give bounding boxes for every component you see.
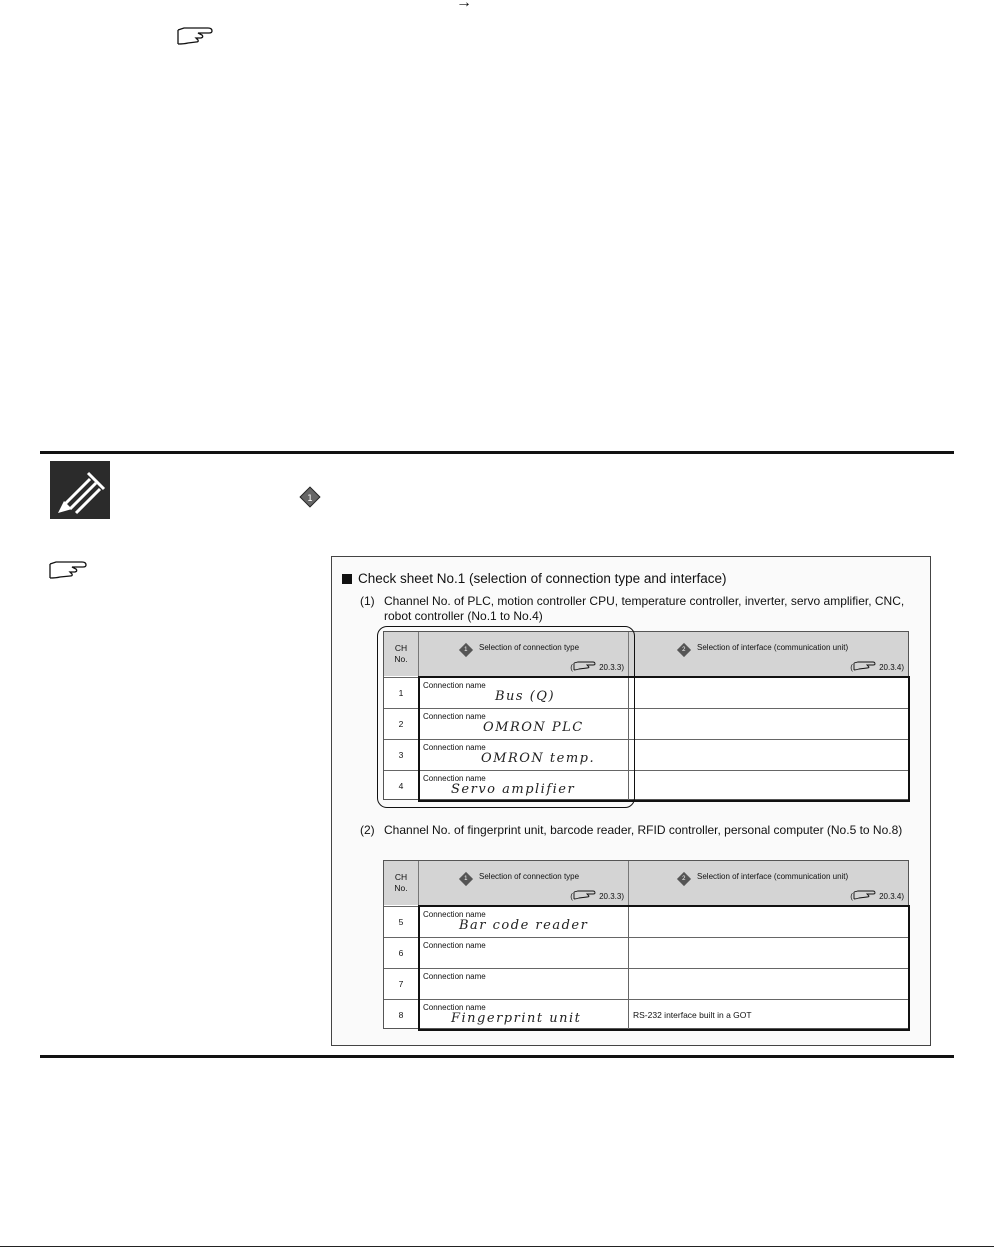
sheet-title: Check sheet No.1 (selection of connection type and interface): [342, 571, 726, 586]
interface-cell: [629, 678, 908, 708]
interface-cell: [629, 709, 908, 739]
interface-cell: [629, 771, 908, 801]
section-2-text: (2) Channel No. of fingerprint unit, barcode reader, RFID controller, personal computer (No.5 to No.8): [360, 823, 903, 837]
table-row: 8 Connection name Fingerprint unit RS-232 interface built in a GOT: [384, 999, 908, 1030]
square-bullet-icon: [342, 574, 352, 584]
connection-name-cell: Connection name OMRON PLC: [419, 709, 629, 739]
connection-name-cell: Connection name Servo amplifier: [419, 771, 629, 801]
table-row: 5 Connection name Bar code reader: [384, 906, 908, 937]
connection-name-cell: Connection name: [419, 938, 629, 968]
table-row: 2 Connection name OMRON PLC: [384, 708, 908, 739]
arrow-glyph: →: [456, 0, 472, 11]
interface-cell: [629, 740, 908, 770]
interface-header: 2 Selection of interface (communication unit) ( 20.3.4): [629, 861, 908, 905]
reference-pointer-icon: [853, 661, 877, 671]
table-row: 3 Connection name OMRON temp.: [384, 739, 908, 770]
table-header: [384, 861, 908, 905]
connection-name-cell: Connection name: [419, 969, 629, 999]
ch-no-header: CH No.: [384, 632, 419, 676]
connection-name-cell: Connection name Fingerprint unit: [419, 1000, 629, 1030]
table-header: [384, 632, 908, 676]
handwritten-entry: Bus (Q): [495, 689, 556, 704]
diamond-1-icon: 1: [459, 872, 473, 886]
section-bottom-rule: [40, 1055, 954, 1058]
reference-pointer-icon: [573, 661, 597, 671]
connection-table-1: [383, 631, 909, 800]
diamond-1-icon: 1: [459, 643, 473, 657]
interface-header: 2 Selection of interface (communication unit) ( 20.3.4): [629, 632, 908, 676]
section-top-rule: [40, 451, 954, 454]
table-row: 6 Connection name: [384, 937, 908, 968]
connection-name-cell: Connection name Bus (Q): [419, 678, 629, 708]
handwritten-entry: OMRON temp.: [481, 751, 596, 766]
step-one-diamond-icon: [299, 486, 321, 508]
diamond-2-icon: 2: [677, 643, 691, 657]
interface-cell: [629, 907, 908, 937]
handwritten-entry: Fingerprint unit: [451, 1011, 582, 1026]
check-sheet-figure: [331, 556, 931, 1046]
table-row: 1 Connection name Bus (Q): [384, 677, 908, 708]
connection-type-header: 1 Selection of connection type ( 20.3.3): [419, 632, 629, 676]
interface-cell: [629, 969, 908, 999]
reference-pointer-icon: [853, 890, 877, 900]
svg-text:1: 1: [307, 494, 313, 504]
diamond-2-icon: 2: [677, 872, 691, 886]
interface-cell: [629, 938, 908, 968]
connection-type-header: 1 Selection of connection type ( 20.3.3): [419, 861, 629, 905]
ch-no-header: CH No.: [384, 861, 419, 905]
pencil-point-icon: [50, 461, 110, 519]
reference-pointer-icon-2: [48, 560, 90, 580]
section-1-text: (1) Channel No. of PLC, motion controller CPU, temperature controller, inverter, servo amplifier, CNC, robot controller (No.1 to No.4): [360, 594, 905, 623]
handwritten-entry: Bar code reader: [459, 918, 589, 933]
table-row: 4 Connection name Servo amplifier: [384, 770, 908, 801]
page-bottom-rule: [0, 1246, 994, 1247]
reference-pointer-icon: [176, 26, 216, 46]
reference-pointer-icon: [573, 890, 597, 900]
connection-name-cell: Connection name Bar code reader: [419, 907, 629, 937]
interface-cell: RS-232 interface built in a GOT: [633, 1010, 752, 1020]
table-row: 7 Connection name: [384, 968, 908, 999]
connection-table-2: [383, 860, 909, 1029]
handwritten-entry: OMRON PLC: [483, 720, 584, 735]
connection-name-cell: Connection name OMRON temp.: [419, 740, 629, 770]
handwritten-entry: Servo amplifier: [451, 782, 576, 797]
